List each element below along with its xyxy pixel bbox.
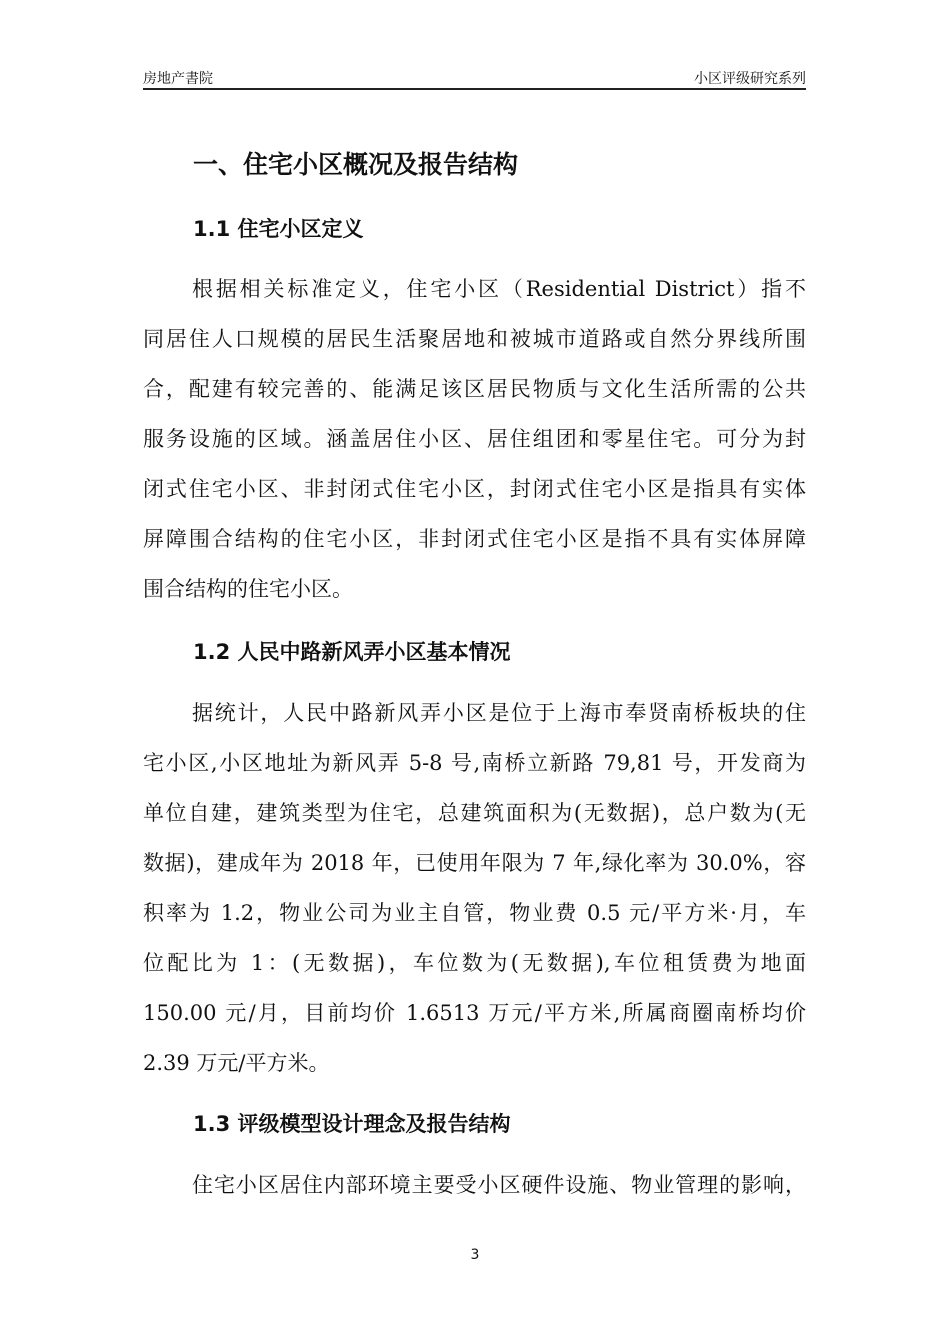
text-line: 2.39 万元/平方米。	[143, 1051, 330, 1075]
text-line: 服务设施的区域。涵盖居住小区、居住组团和零星住宅。可分为封	[143, 427, 806, 451]
page-header	[143, 66, 806, 90]
text-line: 数据)，建成年为 2018 年，已使用年限为 7 年,绿化率为 30.0%，容	[143, 851, 806, 875]
text-line: 单位自建，建筑类型为住宅，总建筑面积为(无数据)，总户数为(无	[143, 801, 806, 825]
header-right: 小区评级研究系列	[694, 71, 806, 87]
text-line: 根据相关标准定义，住宅小区（Residential District）指不	[192, 277, 806, 301]
chapter-title: 一、住宅小区概况及报告结构	[193, 150, 519, 179]
text-line: 宅小区,小区地址为新风弄 5-8 号,南桥立新路 79,81 号，开发商为	[143, 751, 806, 775]
header-left: 房地产書院	[143, 71, 213, 87]
text-line: 据统计，人民中路新风弄小区是位于上海市奉贤南桥板块的住	[192, 701, 806, 725]
text-line: 150.00 元/月，目前均价 1.6513 万元/平方米,所属商圈南桥均价	[143, 1001, 806, 1025]
paragraph-1-1	[143, 264, 806, 614]
text-line: 闭式住宅小区、非封闭式住宅小区，封闭式住宅小区是指具有实体	[143, 477, 806, 501]
text-line: 围合结构的住宅小区。	[143, 577, 353, 601]
section-heading-1-1: 1.1 住宅小区定义	[193, 217, 364, 241]
text-line: 积率为 1.2，物业公司为业主自管，物业费 0.5 元/平方米·月，车	[143, 901, 806, 925]
text-line: 同居住人口规模的居民生活聚居地和被城市道路或自然分界线所围	[143, 327, 806, 351]
paragraph-1-2	[143, 688, 806, 1088]
section-heading-1-2: 1.2 人民中路新风弄小区基本情况	[193, 640, 511, 664]
page-number: 3	[470, 1247, 480, 1263]
section-heading-1-3: 1.3 评级模型设计理念及报告结构	[193, 1112, 511, 1136]
text-line: 住宅小区居住内部环境主要受小区硬件设施、物业管理的影响，	[192, 1173, 806, 1197]
paragraph-1-3	[143, 1160, 806, 1210]
text-line: 合，配建有较完善的、能满足该区居民物质与文化生活所需的公共	[143, 377, 806, 401]
text-line: 屏障围合结构的住宅小区，非封闭式住宅小区是指不具有实体屏障	[143, 527, 806, 551]
text-line: 位配比为 1：(无数据)，车位数为(无数据),车位租赁费为地面	[143, 951, 806, 975]
